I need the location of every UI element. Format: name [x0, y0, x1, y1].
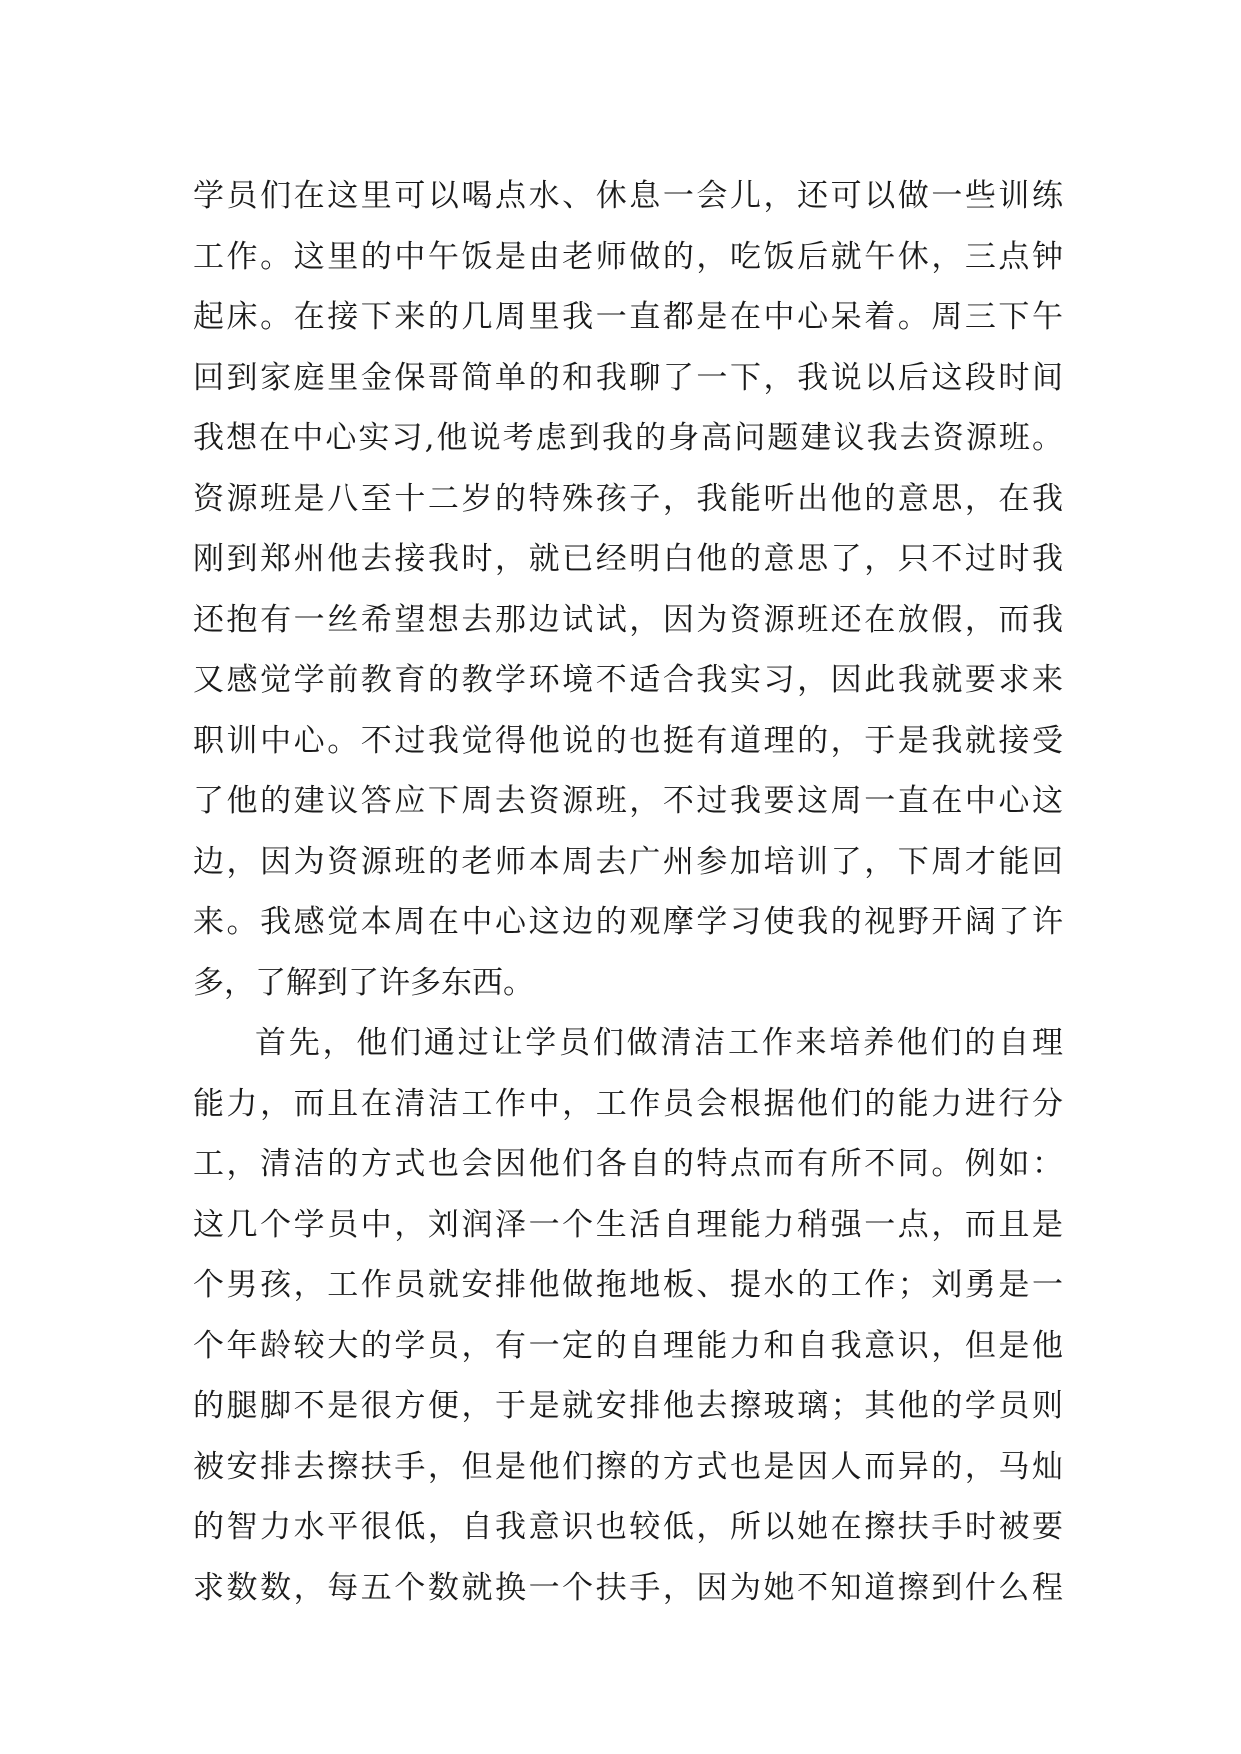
text-line: 边，因为资源班的老师本周去广州参加培训了，下周才能回: [193, 843, 1063, 880]
text-line: 刚到郑州他去接我时，就已经明白他的意思了，只不过时我: [193, 541, 1063, 577]
document-body: [193, 166, 1063, 1618]
text-line: 工，清洁的方式也会因他们各自的特点而有所不同。例如：: [193, 1146, 1063, 1182]
text-line: 我想在中心实习,他说考虑到我的身高问题建议我去资源班。: [193, 420, 1063, 456]
text-line: 还抱有一丝希望想去那边试试，因为资源班还在放假，而我: [193, 601, 1063, 638]
text-line: 来。我感觉本周在中心这边的观摩学习使我的视野开阔了许: [193, 904, 1063, 940]
paragraph-1: [193, 166, 1063, 1013]
text-line: 被安排去擦扶手，但是他们擦的方式也是因人而异的，马灿: [193, 1448, 1063, 1485]
text-line: 工作。这里的中午饭是由老师做的，吃饭后就午休，三点钟: [193, 238, 1063, 275]
text-line: 了他的建议答应下周去资源班，不过我要这周一直在中心这: [193, 783, 1063, 819]
text-line: 回到家庭里金保哥简单的和我聊了一下，我说以后这段时间: [193, 359, 1063, 396]
text-line: 学员们在这里可以喝点水、休息一会儿，还可以做一些训练: [193, 178, 1063, 214]
text-line: 资源班是八至十二岁的特殊孩子，我能听出他的意思，在我: [193, 480, 1063, 517]
text-line: 能力，而且在清洁工作中，工作员会根据他们的能力进行分: [193, 1085, 1063, 1122]
text-line: 又感觉学前教育的教学环境不适合我实习，因此我就要求来: [193, 662, 1063, 698]
text-line: 个男孩，工作员就安排他做拖地板、提水的工作；刘勇是一: [193, 1267, 1063, 1303]
text-line: 的腿脚不是很方便，于是就安排他去擦玻璃；其他的学员则: [193, 1388, 1063, 1424]
text-line: 首先，他们通过让学员们做清洁工作来培养他们的自理: [255, 1025, 1063, 1061]
text-line: 职训中心。不过我觉得他说的也挺有道理的，于是我就接受: [193, 722, 1063, 759]
text-line: 起床。在接下来的几周里我一直都是在中心呆着。周三下午: [193, 299, 1063, 335]
text-line: 个年龄较大的学员，有一定的自理能力和自我意识，但是他: [193, 1327, 1063, 1364]
text-line: 多，了解到了许多东西。: [193, 964, 534, 1001]
text-line: 求数数，每五个数就换一个扶手，因为她不知道擦到什么程: [193, 1569, 1063, 1606]
text-line: 这几个学员中，刘润泽一个生活自理能力稍强一点，而且是: [193, 1206, 1063, 1243]
paragraph-2: [193, 1013, 1063, 1618]
text-line: 的智力水平很低，自我意识也较低，所以她在擦扶手时被要: [193, 1509, 1063, 1545]
